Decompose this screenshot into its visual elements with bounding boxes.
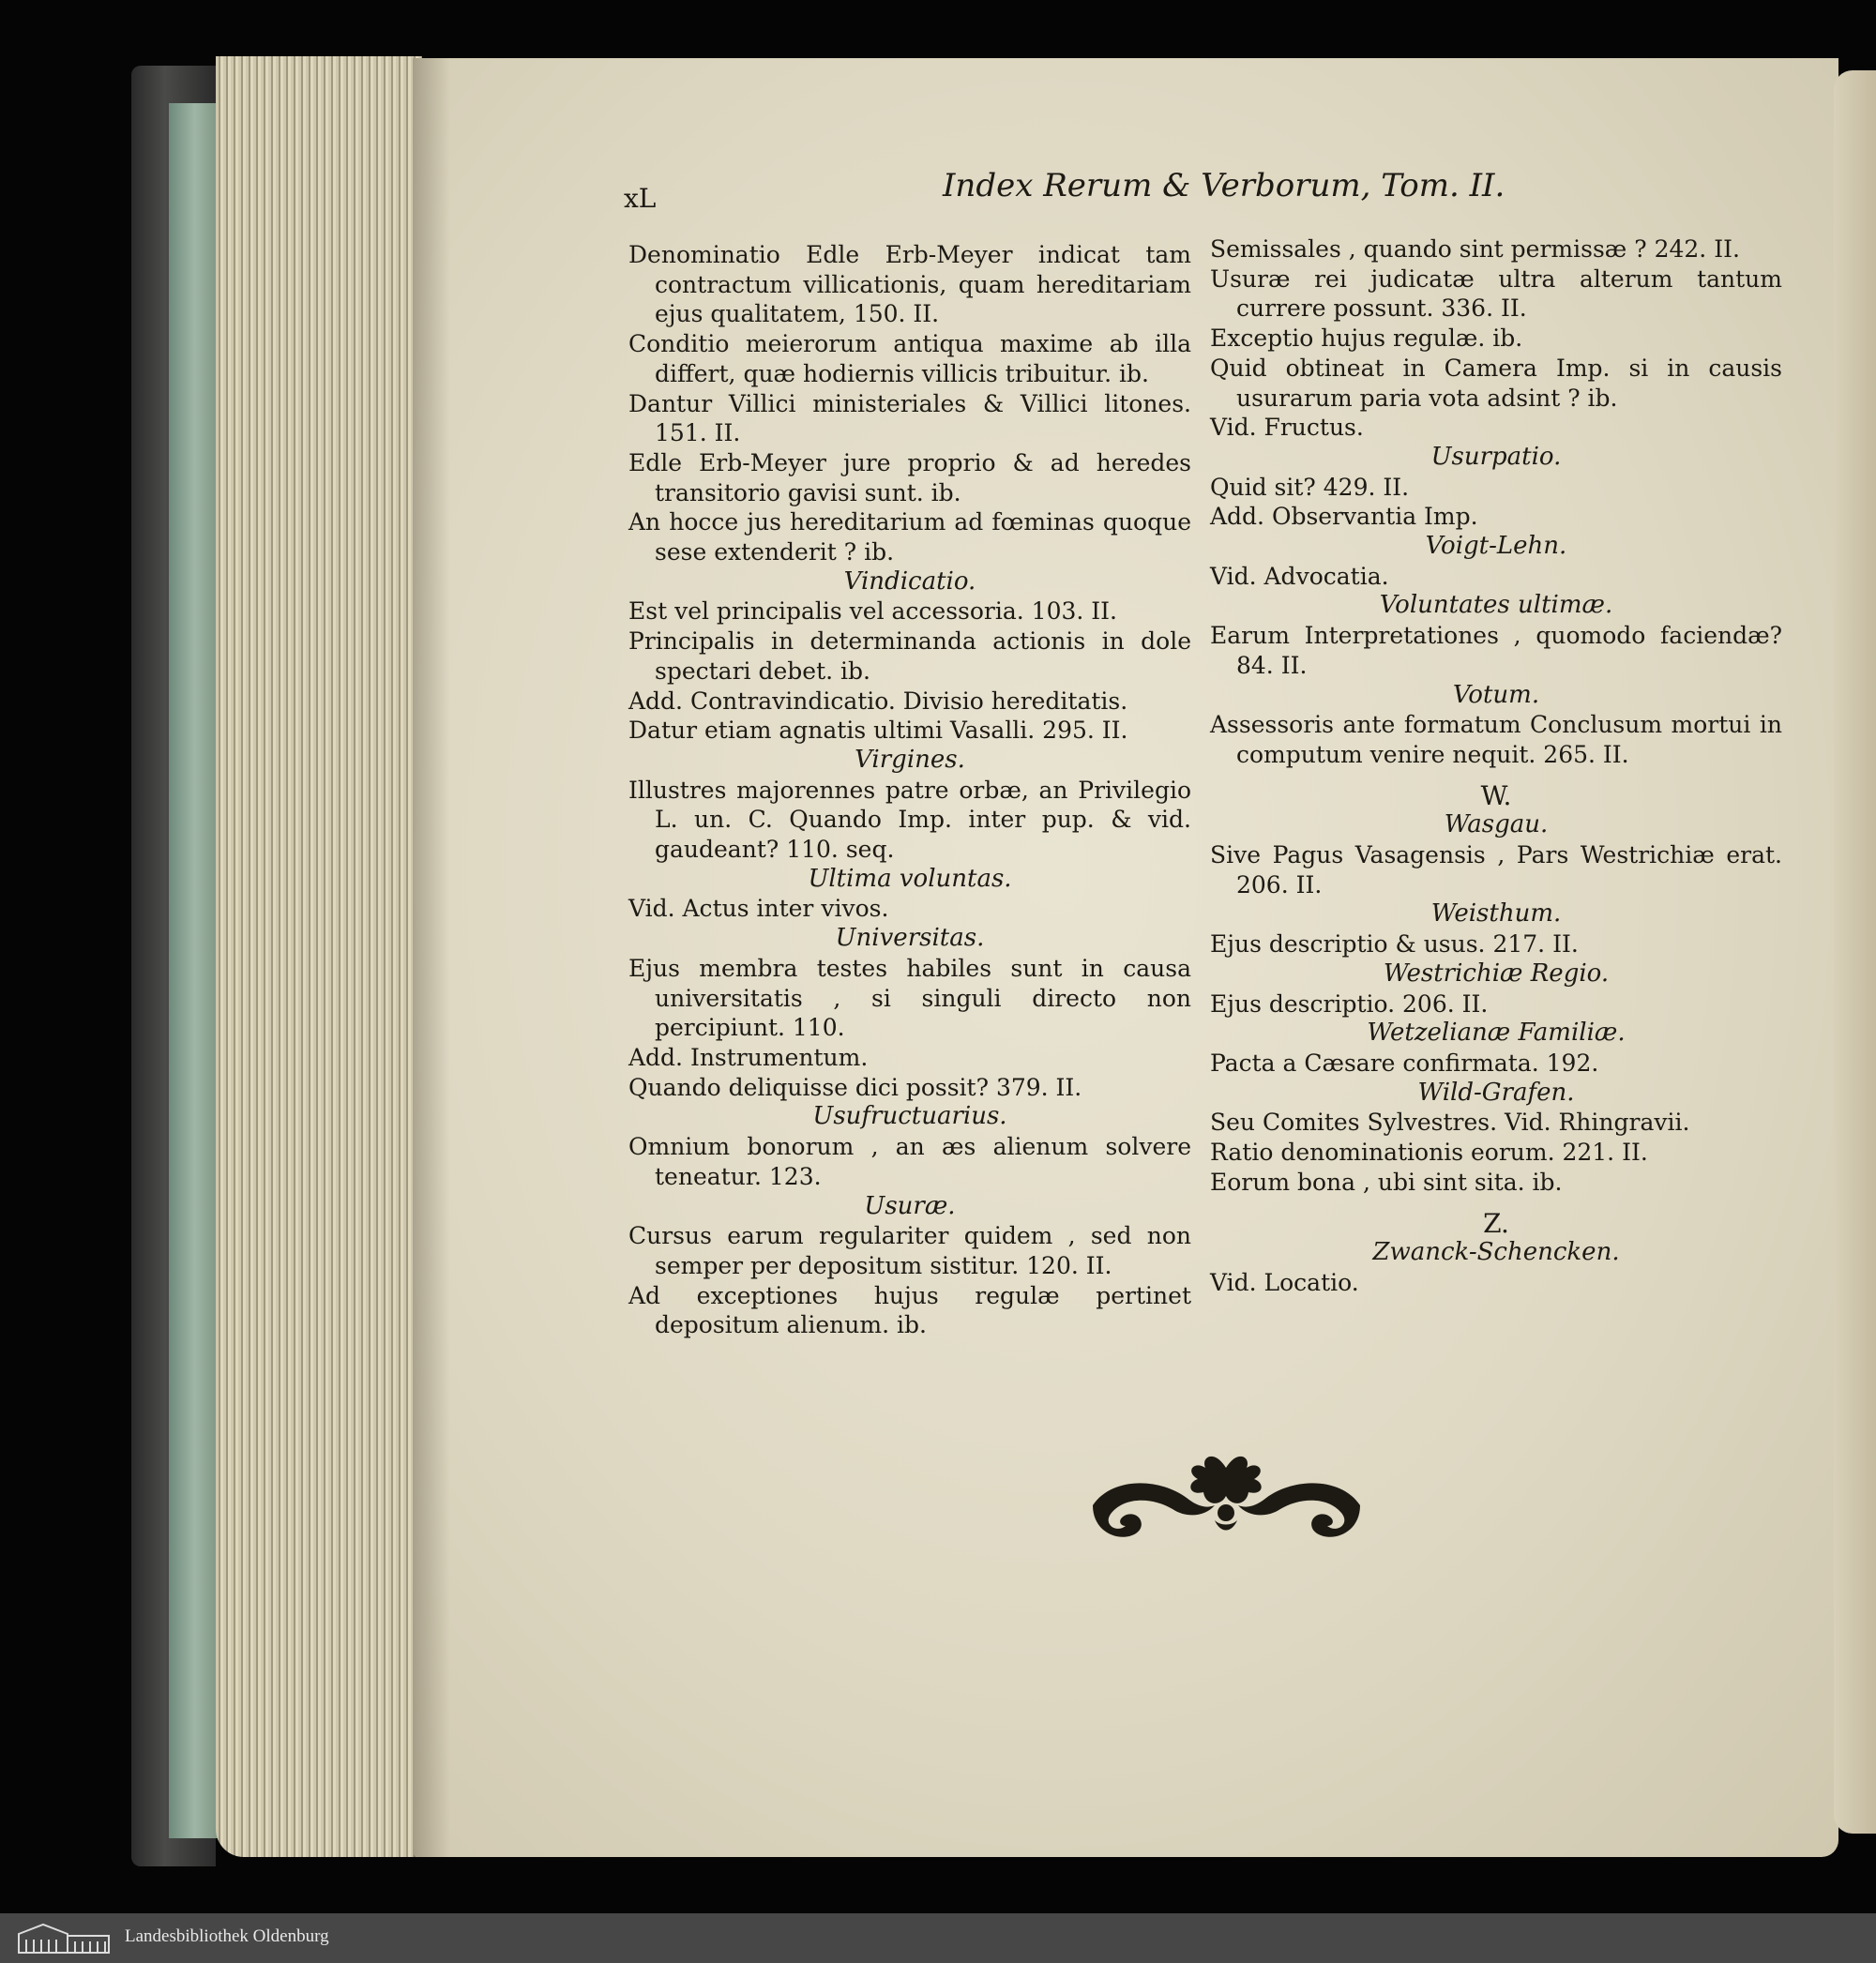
page-stack (216, 56, 422, 1857)
index-entry: Semissales , quando sint permissæ ? 242. II. (1210, 235, 1740, 263)
library-building-icon (15, 1923, 113, 1955)
index-entry: Dantur Villici ministeriales & Villici litones. 151. II. (628, 389, 1191, 447)
index-heading: Virgines. (855, 745, 965, 774)
index-entry: Ejus membra testes habiles sunt in causa universitatis , si singuli directo non percipiunt. 110. (628, 954, 1191, 1042)
index-entry: Ratio denominationis eorum. 221. II. (1210, 1139, 1648, 1167)
index-entry: Vid. Actus inter vivos. (628, 895, 889, 923)
index-entry: Pacta a Cæsare confirmata. 192. (1210, 1049, 1599, 1077)
index-entry: Vid. Locatio. (1210, 1268, 1359, 1296)
index-entry: Omnium bonorum , an æs alienum solvere teneatur. 123. (628, 1133, 1191, 1190)
index-heading: Ultima voluntas. (808, 864, 1012, 893)
index-entry: Principalis in determinanda actionis in dole spectari debet. ib. (628, 627, 1191, 685)
index-entry: An hocce jus hereditarium ad fœminas quoque sese extenderit ? ib. (628, 508, 1191, 566)
index-heading: Voluntates ultimæ. (1379, 591, 1613, 620)
index-heading: Voigt-Lehn. (1425, 532, 1567, 561)
index-entry: Cursus earum regulariter quidem , sed non semper per depositum sistitur. 120. II. (628, 1222, 1191, 1279)
index-heading: Votum. (1452, 680, 1540, 709)
index-entry: Denominatio Edle Erb-Meyer indicat tam contractum villicationis, quam hereditariam ejus qualitatem, 150. II. (628, 241, 1191, 328)
index-heading: Wetzelianæ Familiæ. (1367, 1019, 1626, 1048)
index-heading: Vindicatio. (843, 566, 976, 596)
index-entry: Vid. Advocatia. (1210, 562, 1389, 590)
index-entry: Datur etiam agnatis ultimi Vasalli. 295. II. (628, 717, 1128, 745)
index-heading: Weisthum. (1430, 899, 1562, 929)
index-entry: Quid obtineat in Camera Imp. si in causis usurarum paria vota adsint ? ib. (1210, 354, 1782, 412)
index-entry: Ejus descriptio & usus. 217. II. (1210, 930, 1579, 959)
index-heading: Westrichiæ Regio. (1383, 959, 1610, 988)
index-heading: Usurpatio. (1430, 442, 1562, 471)
page-number: xL (624, 183, 657, 214)
index-entry: Quando deliquisse dici possit? 379. II. (628, 1073, 1082, 1101)
index-entry: Illustres majorennes patre orbæ, an Privilegio L. un. C. Quando Imp. inter pup. & vid. gaudeant? 110. seq. (628, 776, 1191, 864)
index-heading: Wasgau. (1444, 810, 1549, 839)
index-entry: Exceptio hujus regulæ. ib. (1210, 325, 1523, 353)
index-entry: Add. Instrumentum. (628, 1043, 869, 1071)
index-entry: Add. Observantia Imp. (1210, 503, 1478, 531)
index-entry: Eorum bona , ubi sint sita. ib. (1210, 1168, 1563, 1196)
index-entry: Ejus descriptio. 206. II. (1210, 989, 1489, 1018)
index-heading: Usufructuarius. (812, 1102, 1007, 1131)
section-letter: W. (1480, 779, 1512, 811)
index-entry: Est vel principalis vel accessoria. 103. II. (628, 597, 1117, 626)
index-entry: Assessoris ante formatum Conclusum mortui in computum venire nequit. 265. II. (1210, 711, 1782, 768)
index-entry: Quid sit? 429. II. (1210, 473, 1410, 501)
gutter-shadow (413, 58, 450, 1857)
index-entry: Conditio meierorum antiqua maxime ab illa differt, quæ hodiernis villicis tribuitur. ib. (628, 330, 1191, 387)
index-entry: Ad exceptiones hujus regulæ pertinet depositum alienum. ib. (628, 1281, 1191, 1339)
index-entry: Seu Comites Sylvestres. Vid. Rhingravii. (1210, 1109, 1690, 1137)
index-column-left (628, 240, 1191, 1340)
section-letter: Z. (1483, 1207, 1509, 1239)
page-edge-green (169, 103, 220, 1838)
index-column-right (1210, 234, 1782, 1298)
facing-page-edge (1834, 70, 1876, 1834)
index-entry: Earum Interpretationes , quomodo faciendæ? 84. II. (1210, 622, 1782, 679)
index-heading: Universitas. (835, 924, 985, 953)
index-heading: Wild-Grafen. (1417, 1078, 1575, 1107)
index-entry: Sive Pagus Vasagensis , Pars Westrichiæ erat. 206. II. (1210, 841, 1782, 898)
footer-bar (0, 1913, 1876, 1963)
index-heading: Zwanck-Schencken. (1372, 1238, 1620, 1267)
index-entry: Usuræ rei judicatæ ultra alterum tantum currere possunt. 336. II. (1210, 264, 1782, 323)
ornament-vignette (1074, 1440, 1379, 1543)
index-entry: Vid. Fructus. (1210, 414, 1364, 442)
index-entry: Add. Contravindicatio. Divisio hereditatis. (628, 687, 1128, 715)
index-heading: Usuræ. (864, 1191, 956, 1220)
running-head: Index Rerum & Verborum, Tom. II. (943, 167, 1505, 204)
footer-library-name: Landesbibliothek Oldenburg (125, 1926, 329, 1946)
index-entry: Edle Erb-Meyer jure proprio & ad heredes transitorio gavisi sunt. ib. (628, 448, 1191, 506)
